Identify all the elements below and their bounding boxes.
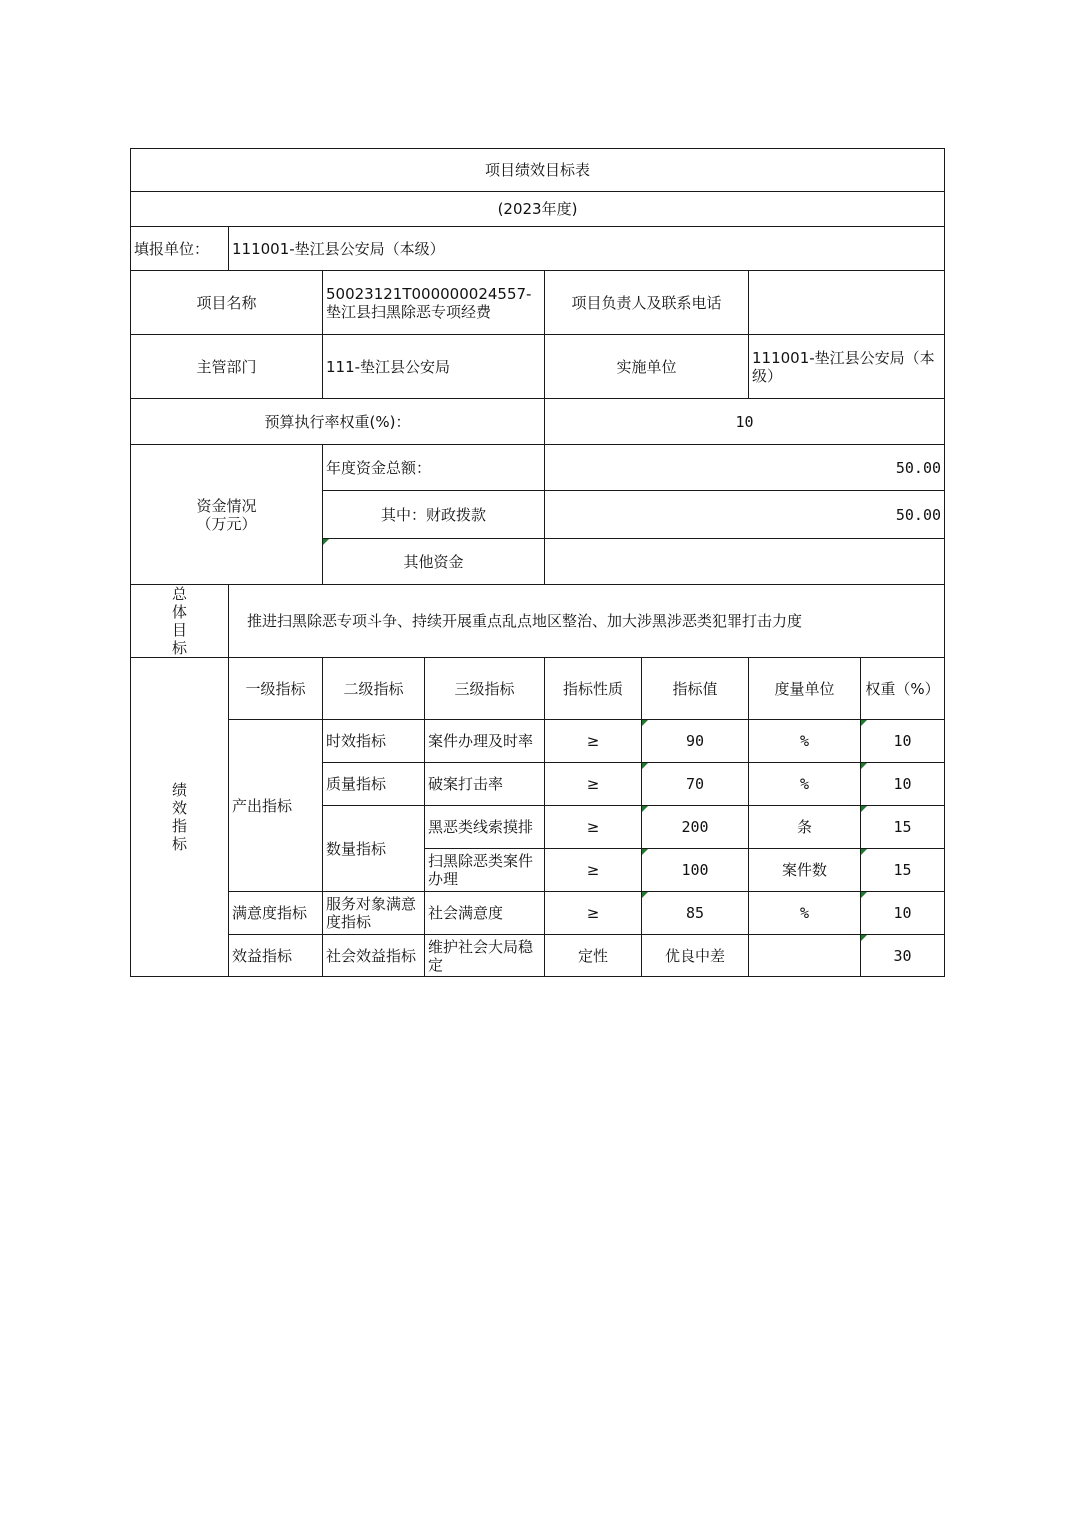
weight-cell: 30 (861, 935, 945, 977)
level2-timeliness: 时效指标 (323, 720, 425, 763)
project-owner-value (749, 271, 945, 335)
level1-satisfaction: 满意度指标 (229, 892, 323, 935)
funds-other-value (545, 539, 945, 585)
sheet-year: (2023年度) (131, 192, 945, 227)
nature-cell: ≥ (545, 720, 642, 763)
level1-benefit: 效益指标 (229, 935, 323, 977)
header-level3: 三级指标 (425, 658, 545, 720)
indicators-label-char: 标 (171, 835, 187, 853)
value-cell: 优良中差 (642, 935, 749, 977)
unit-label: 填报单位： (131, 227, 229, 271)
funds-label (131, 445, 323, 585)
goal-label-char: 体 (171, 603, 187, 621)
unit-cell (749, 935, 861, 977)
unit-value: 111001-垫江县公安局（本级） (229, 227, 945, 271)
impl-unit-label: 实施单位 (545, 335, 749, 399)
value-cell: 70 (642, 763, 749, 806)
project-owner-label: 项目负责人及联系电话 (545, 271, 749, 335)
level2-quality: 质量指标 (323, 763, 425, 806)
nature-cell: ≥ (545, 763, 642, 806)
nature-cell: ≥ (545, 892, 642, 935)
nature-cell: ≥ (545, 849, 642, 892)
level3-cell: 破案打击率 (425, 763, 545, 806)
unit-cell: % (749, 892, 861, 935)
level3-cell: 扫黑除恶类案件办理 (425, 849, 545, 892)
value-cell: 100 (642, 849, 749, 892)
funds-total-label: 年度资金总额： (323, 445, 545, 491)
funds-label-line1: 资金情况 (196, 496, 257, 515)
weight-cell: 10 (861, 892, 945, 935)
weight-cell: 10 (861, 763, 945, 806)
level3-cell: 社会满意度 (425, 892, 545, 935)
goal-label-char: 总 (171, 585, 187, 603)
header-level1: 一级指标 (229, 658, 323, 720)
indicators-label (131, 658, 229, 977)
funds-other-label: 其他资金 (323, 539, 545, 585)
table-row (131, 892, 945, 935)
unit-cell: 条 (749, 806, 861, 849)
table-row (131, 720, 945, 763)
level1-output: 产出指标 (229, 720, 323, 892)
dept-value: 111-垫江县公安局 (323, 335, 545, 399)
unit-cell: 案件数 (749, 849, 861, 892)
level2-social: 社会效益指标 (323, 935, 425, 977)
weight-cell: 15 (861, 849, 945, 892)
table-row (131, 935, 945, 977)
header-level2: 二级指标 (323, 658, 425, 720)
performance-table (130, 148, 945, 977)
funds-label-line2: （万元） (196, 514, 257, 533)
unit-cell: % (749, 763, 861, 806)
weight-cell: 15 (861, 806, 945, 849)
level2-service: 服务对象满意度指标 (323, 892, 425, 935)
nature-cell: ≥ (545, 806, 642, 849)
dept-label: 主管部门 (131, 335, 323, 399)
funds-fiscal-value: 50.00 (545, 491, 945, 539)
sheet-title: 项目绩效目标表 (131, 149, 945, 192)
indicators-label-char: 绩 (171, 781, 187, 799)
project-name-value: 50023121T000000024557-垫江县扫黑除恶专项经费 (323, 271, 545, 335)
unit-cell: % (749, 720, 861, 763)
overall-goal-text: 推进扫黑除恶专项斗争、持续开展重点乱点地区整治、加大涉黑涉恶类犯罪打击力度 (229, 585, 945, 658)
level3-cell: 案件办理及时率 (425, 720, 545, 763)
budget-weight-label: 预算执行率权重(%)： (131, 399, 545, 445)
header-unit: 度量单位 (749, 658, 861, 720)
header-weight: 权重（%） (861, 658, 945, 720)
overall-goal-label (131, 585, 229, 658)
header-value: 指标值 (642, 658, 749, 720)
nature-cell: 定性 (545, 935, 642, 977)
funds-fiscal-label: 其中：财政拨款 (323, 491, 545, 539)
level3-cell: 黑恶类线索摸排 (425, 806, 545, 849)
performance-target-sheet (130, 148, 944, 977)
weight-cell: 10 (861, 720, 945, 763)
value-cell: 85 (642, 892, 749, 935)
header-nature: 指标性质 (545, 658, 642, 720)
value-cell: 200 (642, 806, 749, 849)
goal-label-char: 目 (171, 621, 187, 639)
goal-label-char: 标 (171, 639, 187, 657)
level3-cell: 维护社会大局稳定 (425, 935, 545, 977)
value-cell: 90 (642, 720, 749, 763)
funds-total-value: 50.00 (545, 445, 945, 491)
indicators-label-char: 指 (171, 817, 187, 835)
budget-weight-value: 10 (545, 399, 945, 445)
level2-quantity: 数量指标 (323, 806, 425, 892)
impl-unit-value: 111001-垫江县公安局（本级） (749, 335, 945, 399)
project-name-label: 项目名称 (131, 271, 323, 335)
indicators-label-char: 效 (171, 799, 187, 817)
